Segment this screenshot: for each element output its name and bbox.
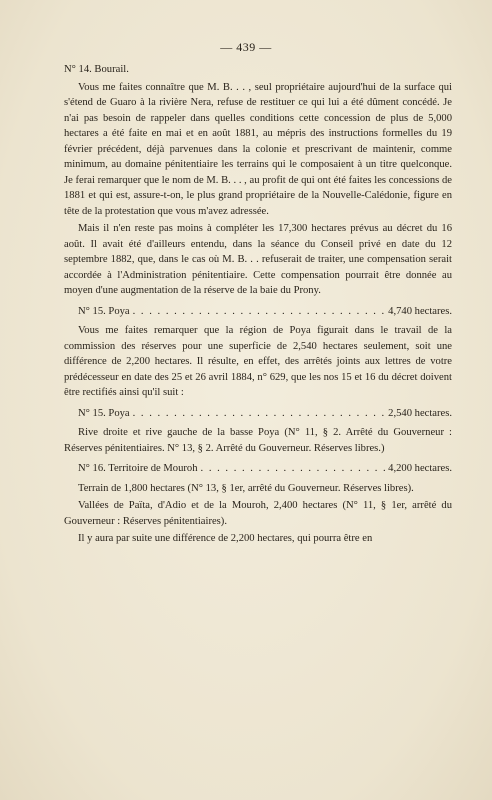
page-number: — 439 —	[220, 40, 272, 54]
paragraph: Vallées de Païta, d'Adio et de la Mouroh, 2,400 hectares (N° 11, § 1er, arrêté du Gouverneur : Réserves pénitentiaires).	[64, 500, 452, 527]
leader-dots	[133, 304, 386, 320]
area-entry-poya-rectified	[64, 406, 452, 422]
entry-label: N° 16. Territoire de Mouroh	[78, 463, 198, 474]
area-entry-poya	[64, 304, 452, 320]
paragraph: Vous me faites connaître que M. B. . . , seul propriétaire aujourd'hui de la surface qui s'étend de Guaro à la rivière Nera, refuse de restituer ce qui lui a été dûment concédé. Je n'ai pas besoin de rappeler dans quelles conditions cette concession de plus de 5,000 hectares a été faite en mai et en août 1881, au mépris des instructions formelles du 19 février précédent, déjà parvenues dans la colonie et prescrivant de maintenir, comme minimum, au domaine pénitentiaire les terrains qui le composaient à un titre quelconque. Je ferai remarquer que le nom de M. B. . . , au profit de qui ont été faites les concessions de 1881 et qui est, assure-t-on, le plus grand propriétaire de la Nouvelle-Calédonie, figure en tête de la protestation que vous m'avez adressée.	[64, 81, 452, 217]
entry-label: N° 15. Poya	[78, 305, 130, 317]
paragraph: Vous me faites remarquer que la région de Poya figurait dans le travail de la commission des réserves pour une superficie de 2,540 hectares seulement, soit une différence de 2,200 hectares. Il résulte, en effet, des arrêtés joints aux lettres de votre prédécesseur en date des 25 et 26 avril 1884, n° 629, que les nos 15 et 16 du décret doivent être rectifiés ainsi qu'il suit :	[64, 325, 452, 398]
leader-dots	[201, 461, 386, 477]
entry-value: 4,740 hectares.	[388, 305, 452, 317]
paragraph: Rive droite et rive gauche de la basse Poya (N° 11, § 2. Arrêté du Gouverneur : Réserves pénitentiaires. N° 13, § 2. Arrêté du Gouverneur. Réserves libres.)	[64, 427, 452, 454]
entry-value: 2,540 hectares.	[388, 407, 452, 419]
section-heading: N° 14. Bourail.	[64, 64, 129, 75]
body-text	[64, 62, 452, 549]
entry-value: 4,200 hectares.	[388, 463, 452, 474]
paragraph: Mais il n'en reste pas moins à compléter les 17,300 hectares prévus au décret du 16 août. Il avait été d'ailleurs entendu, dans la séance du Conseil privé en date du 12 septembre 1882, que, dans le cas où M. B. . . refuserait de traiter, une compensation serait accordée à l'Administration pénitentiaire. Cette compensation pourrait être donnée au moyen d'une augmentation de la réserve de la baie du Prony.	[64, 223, 452, 296]
area-entry-mouroh	[64, 461, 452, 477]
paragraph: Il y aura par suite une différence de 2,200 hectares, qui pourra être en	[78, 533, 373, 544]
paragraph: Terrain de 1,800 hectares (N° 13, § 1er, arrêté du Gouverneur. Réserves libres).	[78, 482, 414, 494]
leader-dots	[133, 406, 386, 422]
entry-label: N° 15. Poya	[78, 407, 130, 419]
